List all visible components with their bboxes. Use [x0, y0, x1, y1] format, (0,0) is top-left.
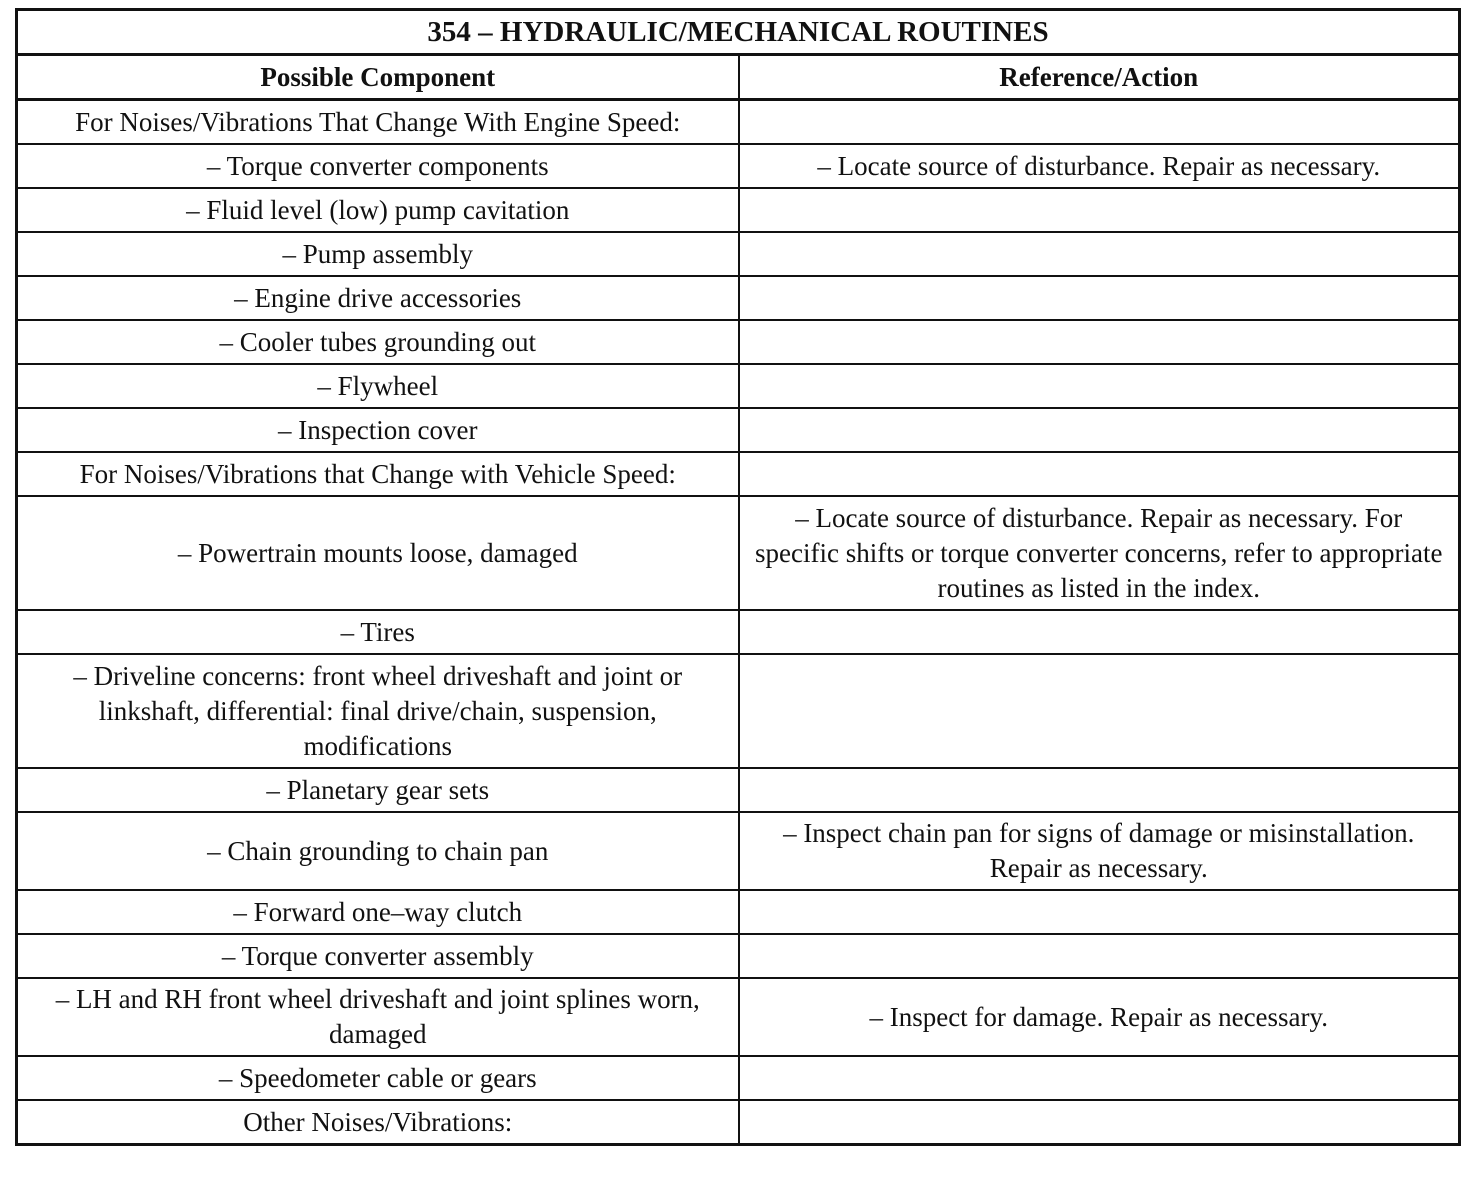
- action-cell: [739, 364, 1460, 408]
- table-row: [17, 1100, 1460, 1145]
- component-cell: – LH and RH front wheel driveshaft and joint splines worn, damaged: [17, 978, 739, 1056]
- component-cell: For Noises/Vibrations that Change with Vehicle Speed:: [17, 452, 739, 496]
- action-cell: – Inspect chain pan for signs of damage or misinstallation. Repair as necessary.: [739, 812, 1460, 890]
- table-row: [17, 276, 1460, 320]
- component-cell: – Planetary gear sets: [17, 768, 739, 812]
- component-cell: – Torque converter components: [17, 144, 739, 188]
- table-row: [17, 1056, 1460, 1100]
- component-cell: – Driveline concerns: front wheel driveshaft and joint or linkshaft, differential: final drive/chain, suspension, modifications: [17, 654, 739, 768]
- table-row: [17, 408, 1460, 452]
- table-row: [17, 610, 1460, 654]
- action-cell: [739, 408, 1460, 452]
- table-row: [17, 496, 1460, 610]
- table-row: [17, 232, 1460, 276]
- component-cell: For Noises/Vibrations That Change With Engine Speed:: [17, 100, 739, 145]
- action-cell: [739, 452, 1460, 496]
- table-row: [17, 100, 1460, 145]
- action-cell: [739, 890, 1460, 934]
- component-cell: – Flywheel: [17, 364, 739, 408]
- table-row: [17, 364, 1460, 408]
- action-cell: – Locate source of disturbance. Repair as necessary. For specific shifts or torque converter concerns, refer to appropriate routines as listed in the index.: [739, 496, 1460, 610]
- table-title: 354 – HYDRAULIC/MECHANICAL ROUTINES: [17, 10, 1460, 55]
- component-cell: – Tires: [17, 610, 739, 654]
- table-row: [17, 890, 1460, 934]
- table-row: [17, 812, 1460, 890]
- table-row: [17, 934, 1460, 978]
- action-cell: [739, 934, 1460, 978]
- action-cell: [739, 654, 1460, 768]
- table-row: [17, 654, 1460, 768]
- table-row: [17, 188, 1460, 232]
- action-cell: [739, 1056, 1460, 1100]
- header-possible-component: Possible Component: [17, 55, 739, 100]
- component-cell: – Torque converter assembly: [17, 934, 739, 978]
- component-cell: – Cooler tubes grounding out: [17, 320, 739, 364]
- header-row: [17, 55, 1460, 100]
- routines-table: [15, 8, 1461, 1146]
- component-cell: – Chain grounding to chain pan: [17, 812, 739, 890]
- action-cell: [739, 100, 1460, 145]
- action-cell: – Locate source of disturbance. Repair as necessary.: [739, 144, 1460, 188]
- table-row: [17, 768, 1460, 812]
- table-row: [17, 320, 1460, 364]
- component-cell: – Powertrain mounts loose, damaged: [17, 496, 739, 610]
- table-row: [17, 144, 1460, 188]
- action-cell: [739, 188, 1460, 232]
- component-cell: – Speedometer cable or gears: [17, 1056, 739, 1100]
- component-cell: – Fluid level (low) pump cavitation: [17, 188, 739, 232]
- component-cell: – Engine drive accessories: [17, 276, 739, 320]
- action-cell: – Inspect for damage. Repair as necessary.: [739, 978, 1460, 1056]
- component-cell: Other Noises/Vibrations:: [17, 1100, 739, 1145]
- action-cell: [739, 232, 1460, 276]
- component-cell: – Forward one–way clutch: [17, 890, 739, 934]
- component-cell: – Pump assembly: [17, 232, 739, 276]
- table-row: [17, 452, 1460, 496]
- table-row: [17, 978, 1460, 1056]
- action-cell: [739, 320, 1460, 364]
- action-cell: [739, 276, 1460, 320]
- action-cell: [739, 1100, 1460, 1145]
- title-row: [17, 10, 1460, 55]
- header-reference-action: Reference/Action: [739, 55, 1460, 100]
- action-cell: [739, 768, 1460, 812]
- action-cell: [739, 610, 1460, 654]
- component-cell: – Inspection cover: [17, 408, 739, 452]
